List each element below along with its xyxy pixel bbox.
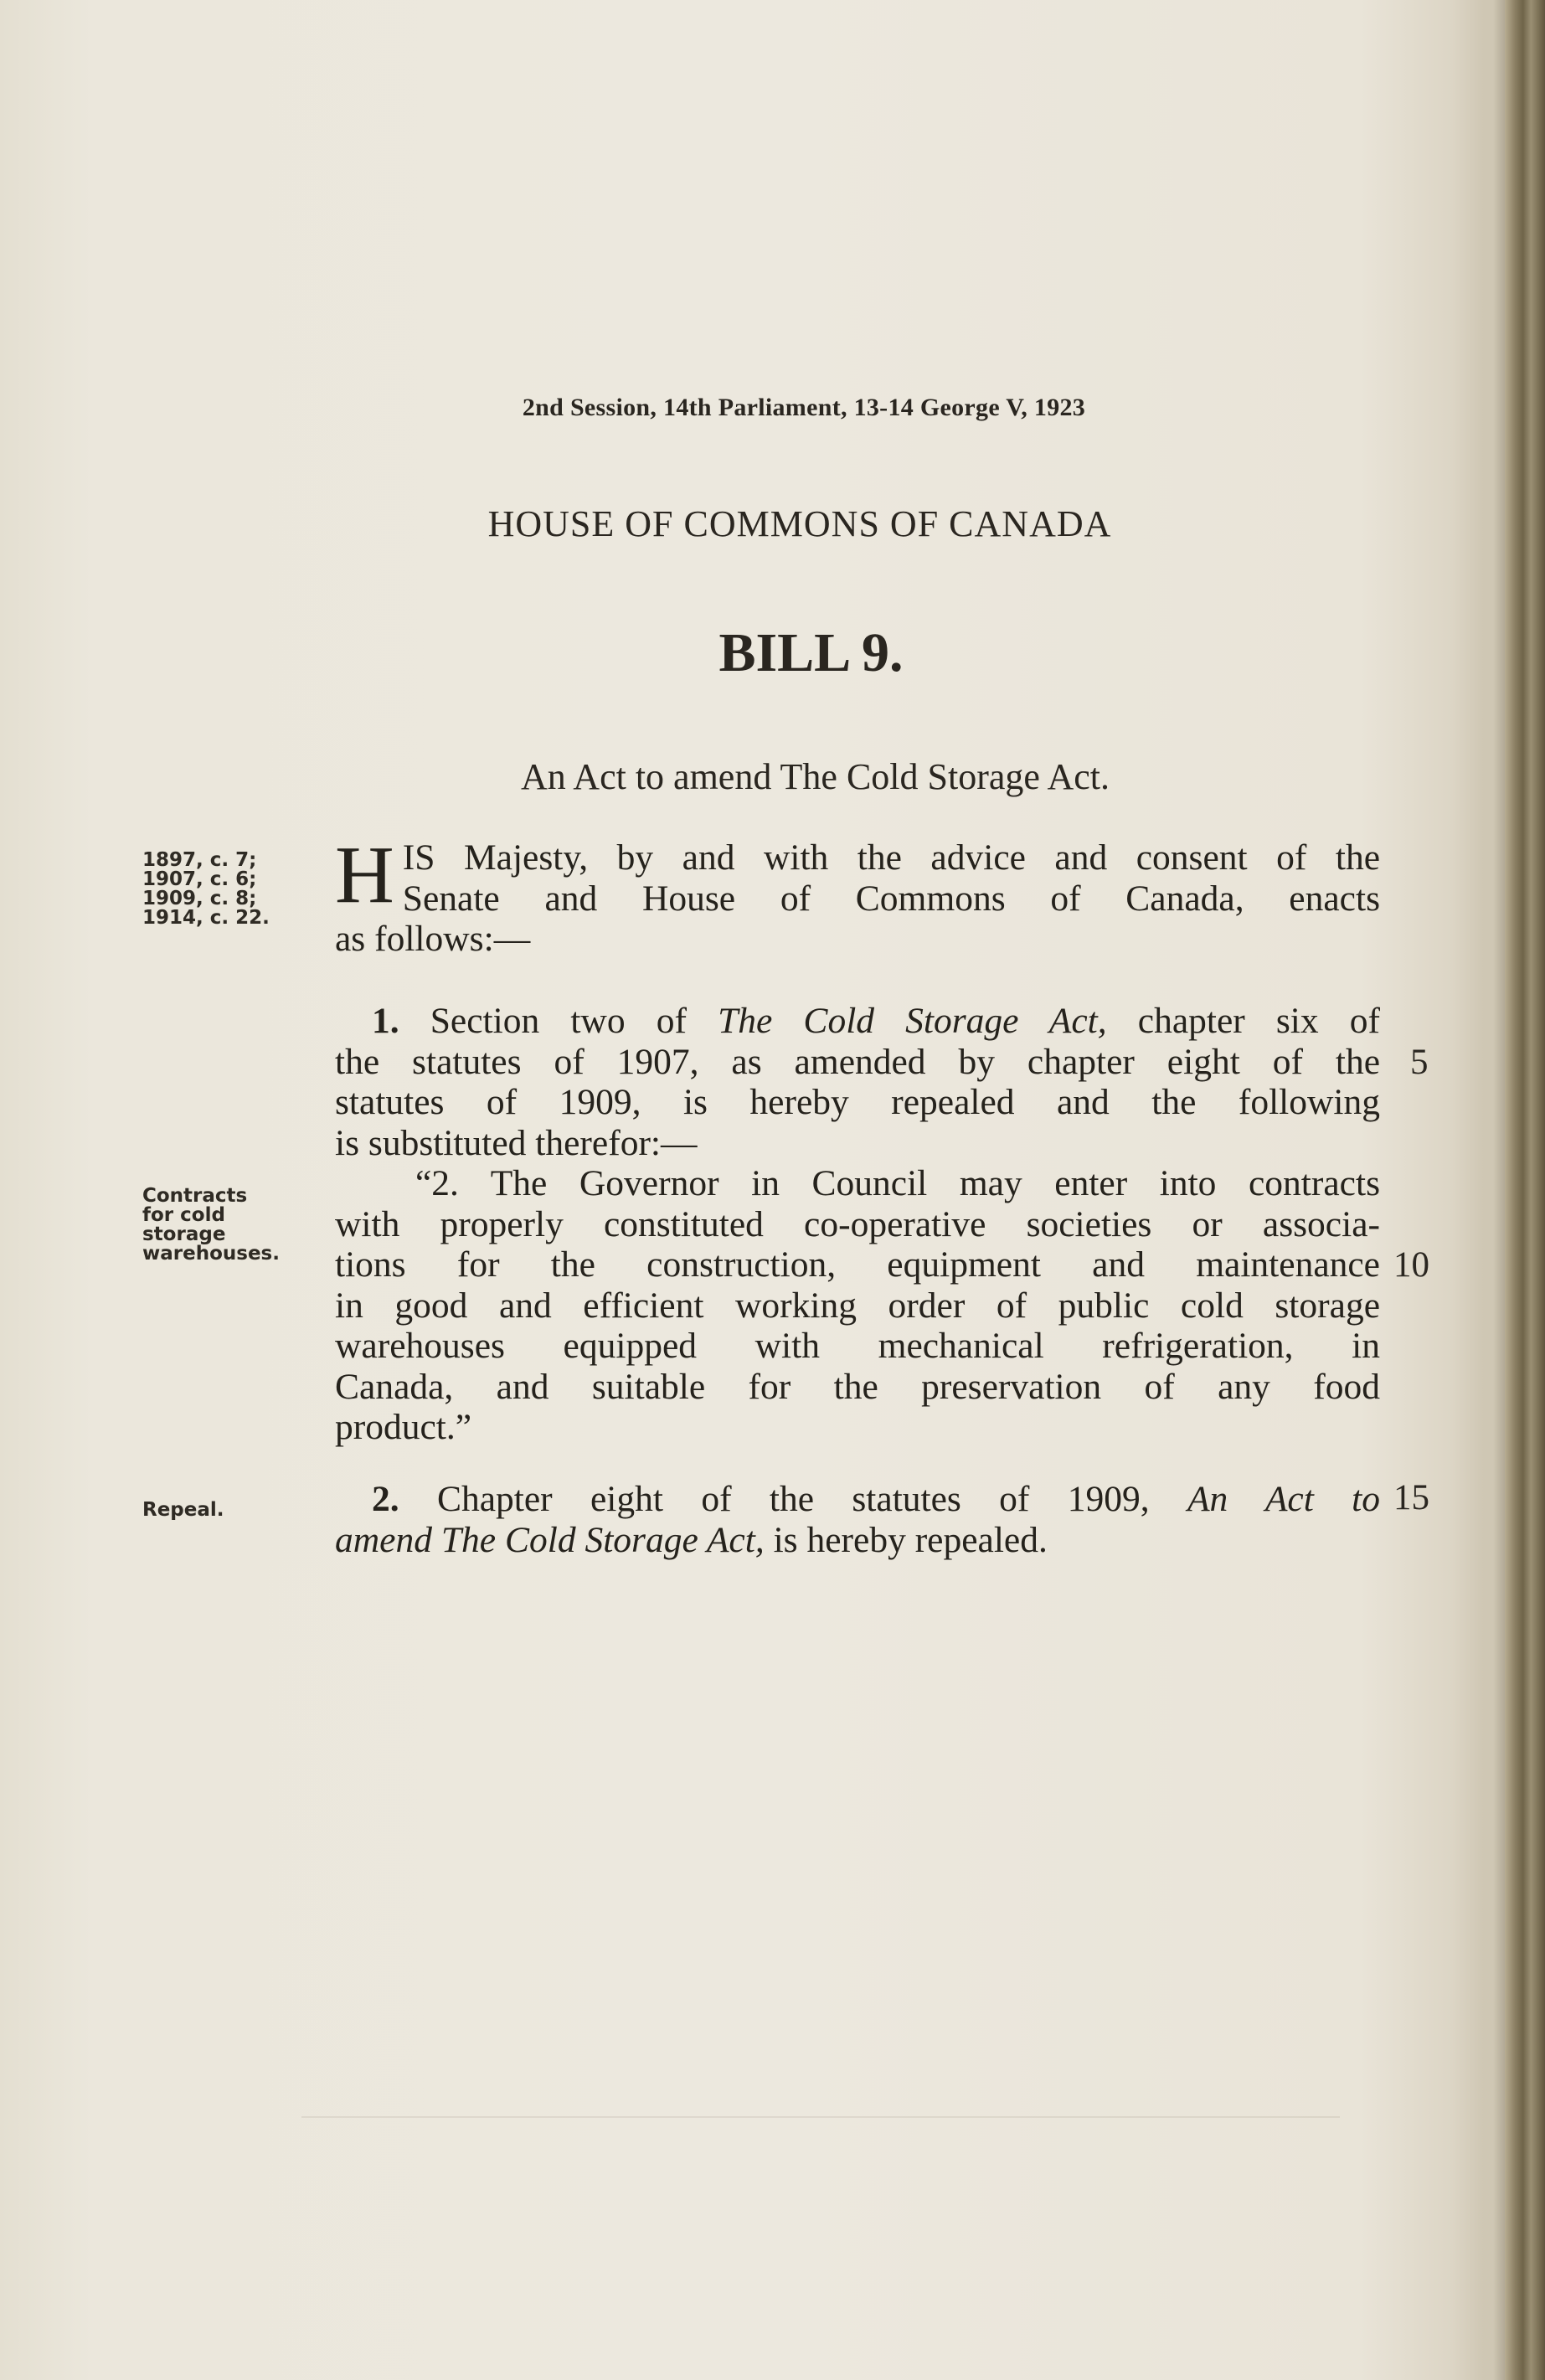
section-1-line-10: Canada, and suitable for the preservation of any food (335, 1366, 1380, 1407)
margin-contracts-line-3: storage (142, 1223, 226, 1245)
line-number-5: 5 (1410, 1043, 1429, 1082)
show-through-rule (301, 2116, 1340, 2118)
line-number-15: 15 (1393, 1478, 1429, 1517)
margin-contracts-line-4: warehouses. (142, 1243, 280, 1265)
section-1-line-1 (335, 1001, 1380, 1042)
section-1-line-6: with properly constituted co-operative societies or associa- (335, 1203, 1380, 1244)
house-heading: HOUSE OF COMMONS OF CANADA (487, 503, 1112, 544)
margin-contracts-line-1: Contracts (142, 1185, 248, 1207)
section-2-line-2 (335, 1520, 1380, 1561)
section-1-act-name: The Cold Storage Act, (718, 1001, 1107, 1041)
enacting-line-2: Senate and House of Commons of Canada, enacts (402, 878, 1380, 919)
citation-1909: 1909, c. 8; (142, 888, 257, 909)
section-2-act-name-start: An Act to (1187, 1479, 1380, 1519)
section-1-line-4: is substituted therefor:— (335, 1122, 698, 1163)
dropcap-letter: H (335, 830, 394, 920)
section-1-number: 1. (372, 1001, 399, 1041)
enacting-line-1: IS Majesty, by and with the advice and consent of the (402, 837, 1380, 878)
section-2-act-name-end: amend The Cold Storage Act, (335, 1519, 765, 1560)
margin-citations (142, 851, 310, 928)
section-1-line-9: warehouses equipped with mechanical refrigeration, in (335, 1326, 1380, 1366)
section-1-line-7: tions for the construction, equipment and maintenance (335, 1244, 1380, 1285)
section-1-line-3: statutes of 1909, is hereby repealed and the following (335, 1082, 1380, 1122)
citation-1907: 1907, c. 6; (142, 868, 257, 890)
section-1-line-1-text: Section two of (399, 1001, 718, 1041)
enacting-clause (335, 830, 1380, 960)
session-heading: 2nd Session, 14th Parliament, 13-14 George V, 1923 (522, 394, 1086, 421)
citation-1897: 1897, c. 7; (142, 849, 257, 871)
act-title: An Act to amend The Cold Storage Act. (520, 756, 1110, 797)
margin-repeal: Repeal. (142, 1499, 224, 1521)
citation-1914: 1914, c. 22. (142, 907, 270, 929)
page-gutter-shadow (1493, 0, 1505, 2380)
margin-contracts (142, 1187, 310, 1264)
enacting-line-3: as follows:— (335, 919, 531, 959)
section-2-line-1-text: Chapter eight of the statutes of 1909, (399, 1479, 1187, 1519)
section-1-line-2: the statutes of 1907, as amended by chapter eight of the (335, 1041, 1380, 1082)
margin-contracts-line-2: for cold (142, 1204, 225, 1226)
section-2-line-2-tail: is hereby repealed. (764, 1519, 1048, 1560)
section-1-line-8: in good and efficient working order of public cold storage (335, 1285, 1380, 1326)
line-number-10: 10 (1393, 1245, 1429, 1285)
book-spine (1505, 0, 1545, 2380)
section-2-number: 2. (372, 1479, 399, 1519)
section-2 (335, 1479, 1380, 1560)
section-1-line-1-tail: chapter six of (1106, 1001, 1380, 1041)
section-1-line-5: “2. The Governor in Council may enter into contracts (415, 1163, 1380, 1203)
section-2-line-1 (335, 1479, 1380, 1520)
section-1 (335, 1001, 1380, 1448)
section-1-line-11: product.” (335, 1407, 472, 1447)
bill-number: BILL 9. (718, 622, 904, 683)
